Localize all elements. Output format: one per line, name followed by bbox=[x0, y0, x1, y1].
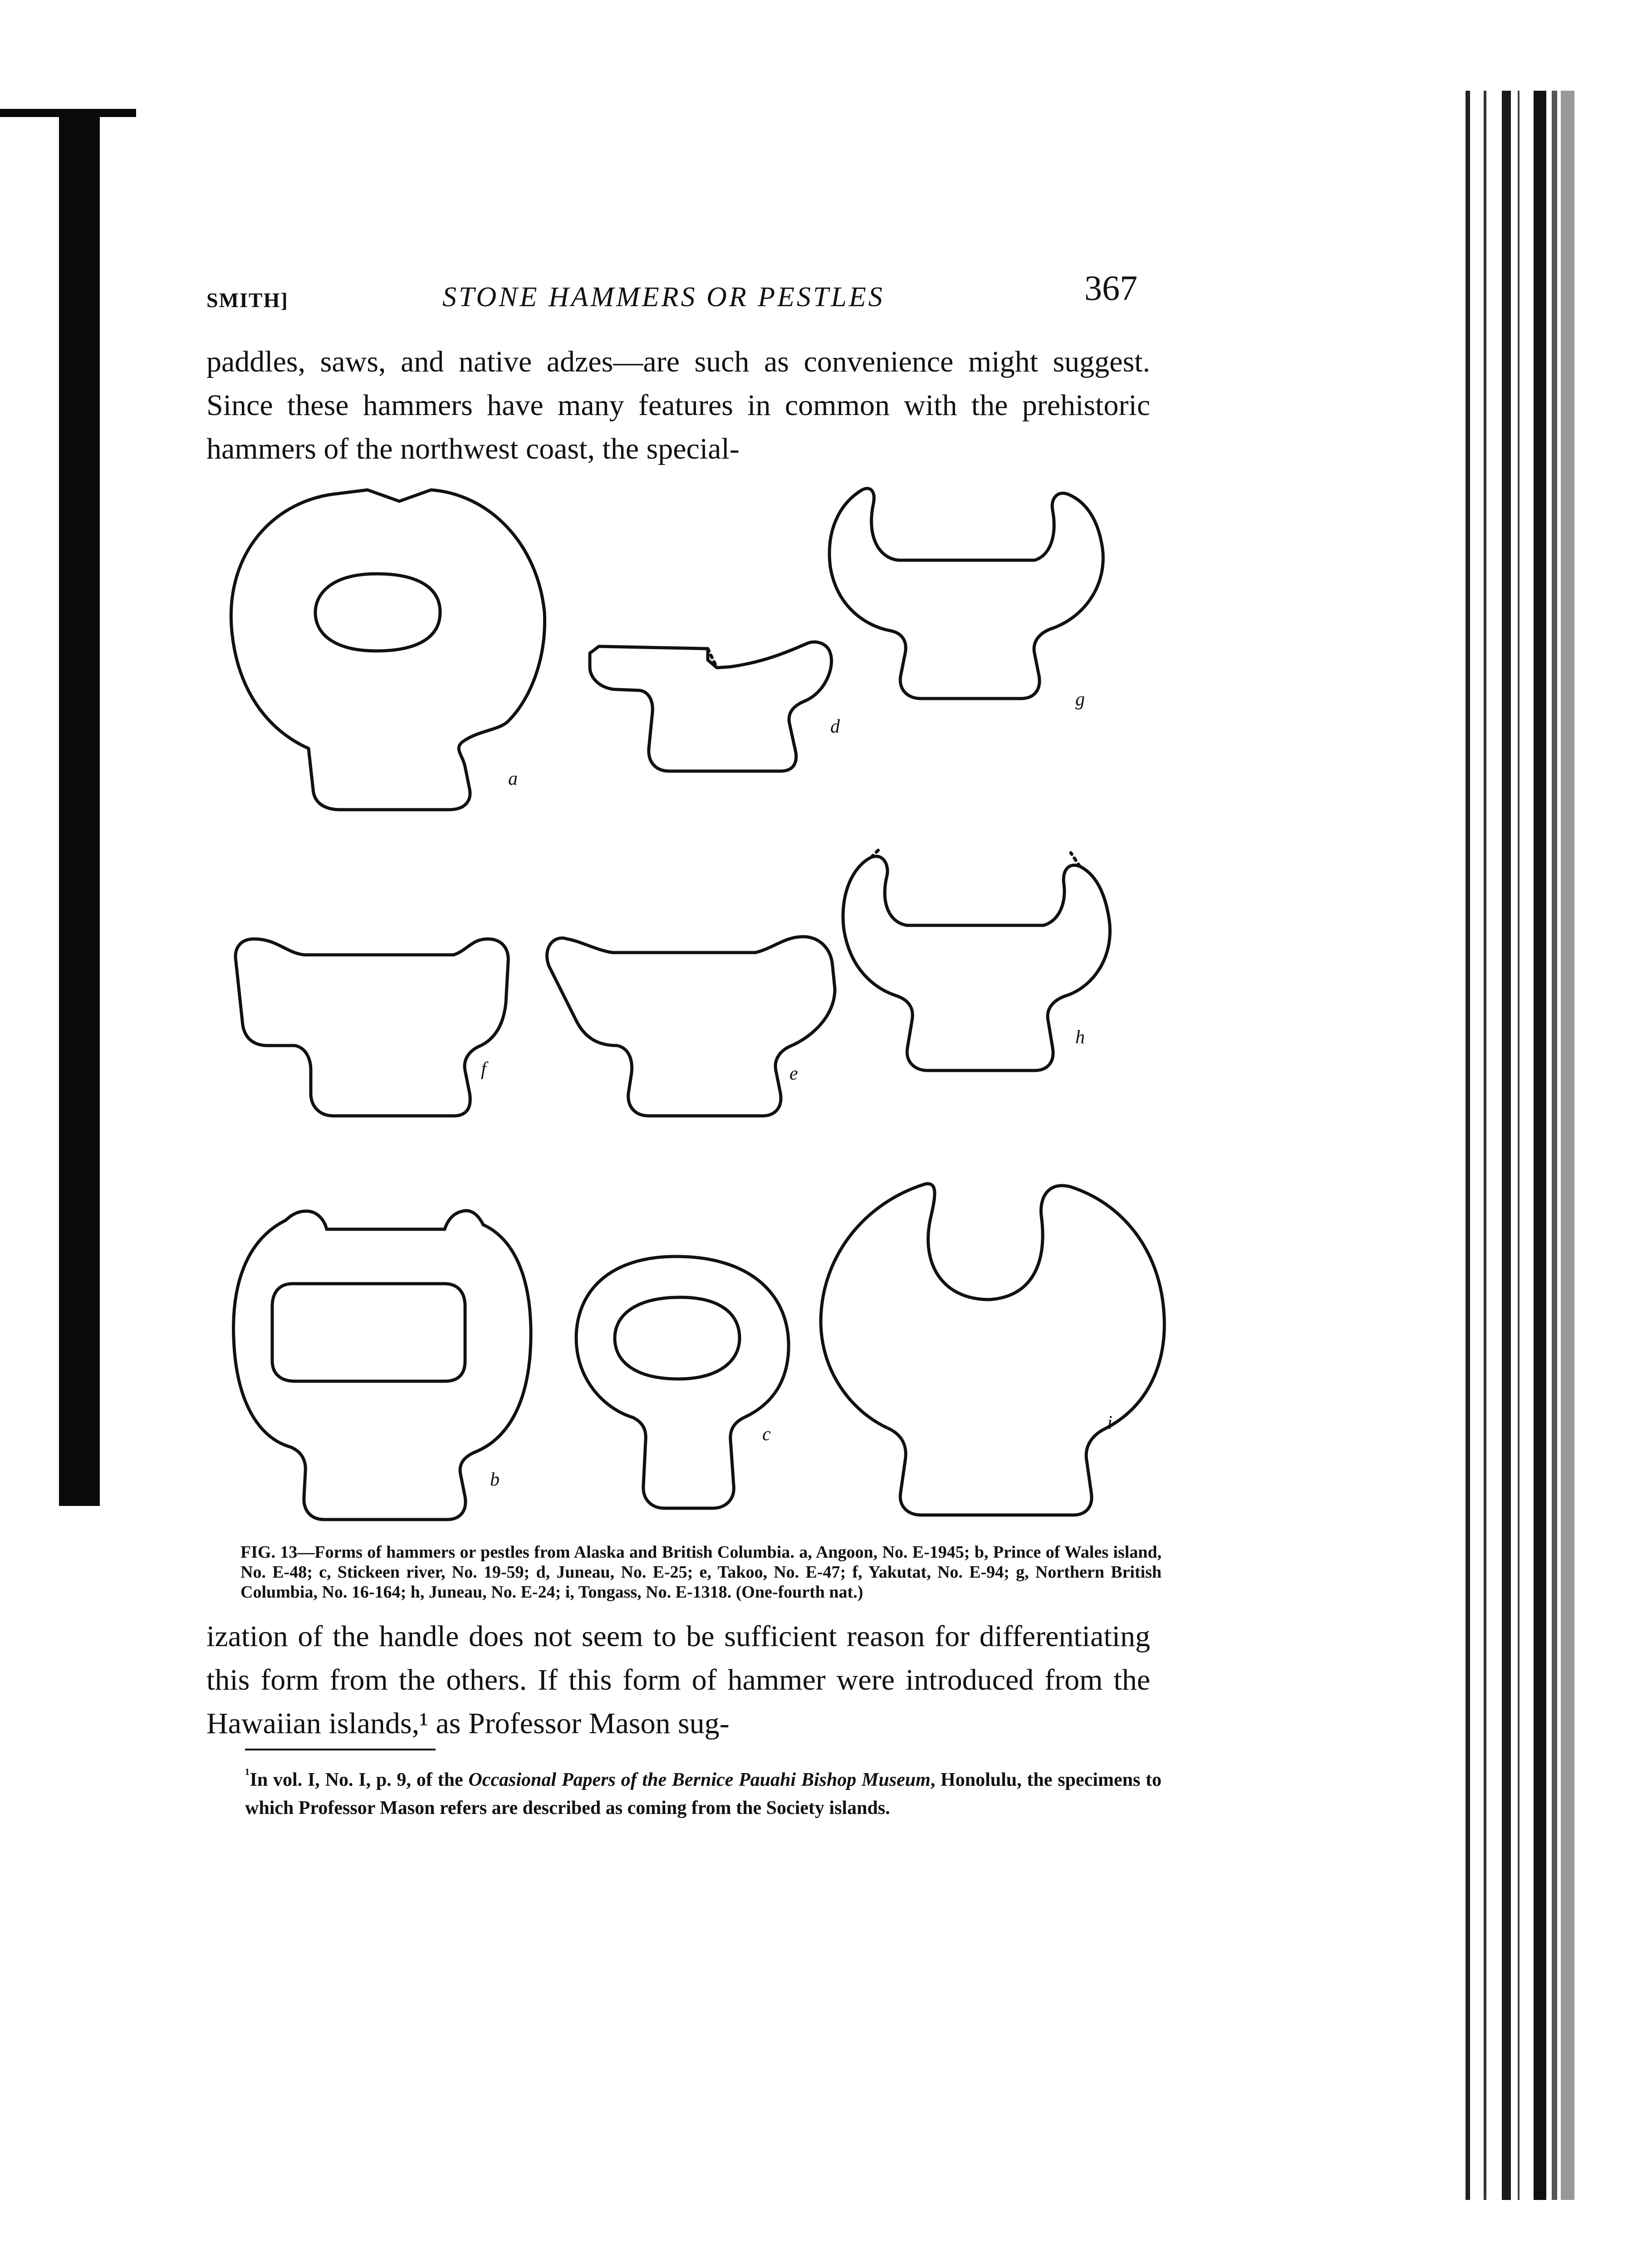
hammer-outline-i bbox=[821, 1184, 1164, 1515]
hammer-outline-c bbox=[576, 1256, 789, 1508]
hammer-outline-g bbox=[829, 489, 1103, 699]
figure-label-g: g bbox=[1075, 689, 1085, 710]
footnote bbox=[245, 1760, 1162, 1822]
figure-label-i: i bbox=[1107, 1413, 1113, 1433]
footnote-text-after: , Honolulu, the specimens to which Professor Mason refers are described as coming from the Society islands. bbox=[245, 1769, 1162, 1818]
figure-label-h: h bbox=[1075, 1027, 1085, 1048]
figure-label-a: a bbox=[508, 768, 518, 789]
footnote-publication: Occasional Papers of the Bernice Pauahi Bishop Museum bbox=[468, 1769, 931, 1790]
body-paragraph-bottom bbox=[206, 1615, 1150, 1746]
footnote-rule bbox=[245, 1749, 436, 1750]
figure-hammer-forms bbox=[218, 476, 1171, 1533]
figure-label-d: d bbox=[830, 716, 840, 737]
paragraph-text-bottom: ization of the handle does not seem to be sufficient reason for differentiating this form from the others. If this form of hammer were introduced from the Hawaiian islands,¹ as Professor Mason sug- bbox=[206, 1620, 1150, 1740]
running-title: STONE HAMMERS OR PESTLES bbox=[442, 282, 885, 313]
scan-binding-bar bbox=[59, 109, 100, 1506]
paragraph-text-top: paddles, saws, and native adzes—are such as convenience might suggest. Since these hammers have many features in common with the prehistoric hammers of the northwest coast, the special- bbox=[206, 345, 1150, 465]
figure-caption-text: FIG. 13—Forms of hammers or pestles from Alaska and British Columbia. a, Angoon, No. E-1945; b, Prince of Wales island, No. E-48; c, Stickeen river, No. 19-59; d, Juneau, No. E-25; e, Takoo, No. E-47; f, Yakutat, No. E-94; g, Northern British Columbia, No. 16-164; h, Juneau, No. E-24; i, Tongass, No. E-1318. (One-fourth nat.) bbox=[240, 1543, 1162, 1602]
hammer-outline-e bbox=[547, 937, 835, 1116]
figure-label-b: b bbox=[490, 1469, 500, 1490]
scan-right-edge bbox=[1397, 91, 1579, 2200]
author-running-head: SMITH] bbox=[206, 288, 289, 312]
body-paragraph-top bbox=[206, 340, 1150, 476]
running-header bbox=[206, 268, 1150, 327]
footnote-marker: ¹ bbox=[245, 1765, 250, 1783]
hammer-outline-d bbox=[590, 642, 832, 771]
figure-label-e: e bbox=[789, 1063, 798, 1084]
page-number: 367 bbox=[1084, 268, 1137, 308]
hammer-outline-h bbox=[843, 848, 1110, 1070]
scan-top-mark bbox=[0, 109, 136, 117]
hammer-outline-a bbox=[231, 490, 544, 810]
hammer-outline-f bbox=[235, 939, 508, 1116]
hammer-outline-b bbox=[234, 1211, 531, 1520]
figure-label-f: f bbox=[481, 1059, 486, 1080]
figure-label-c: c bbox=[762, 1424, 771, 1445]
footnote-text-before: In vol. I, No. I, p. 9, of the bbox=[250, 1769, 469, 1790]
figure-caption bbox=[240, 1542, 1162, 1602]
